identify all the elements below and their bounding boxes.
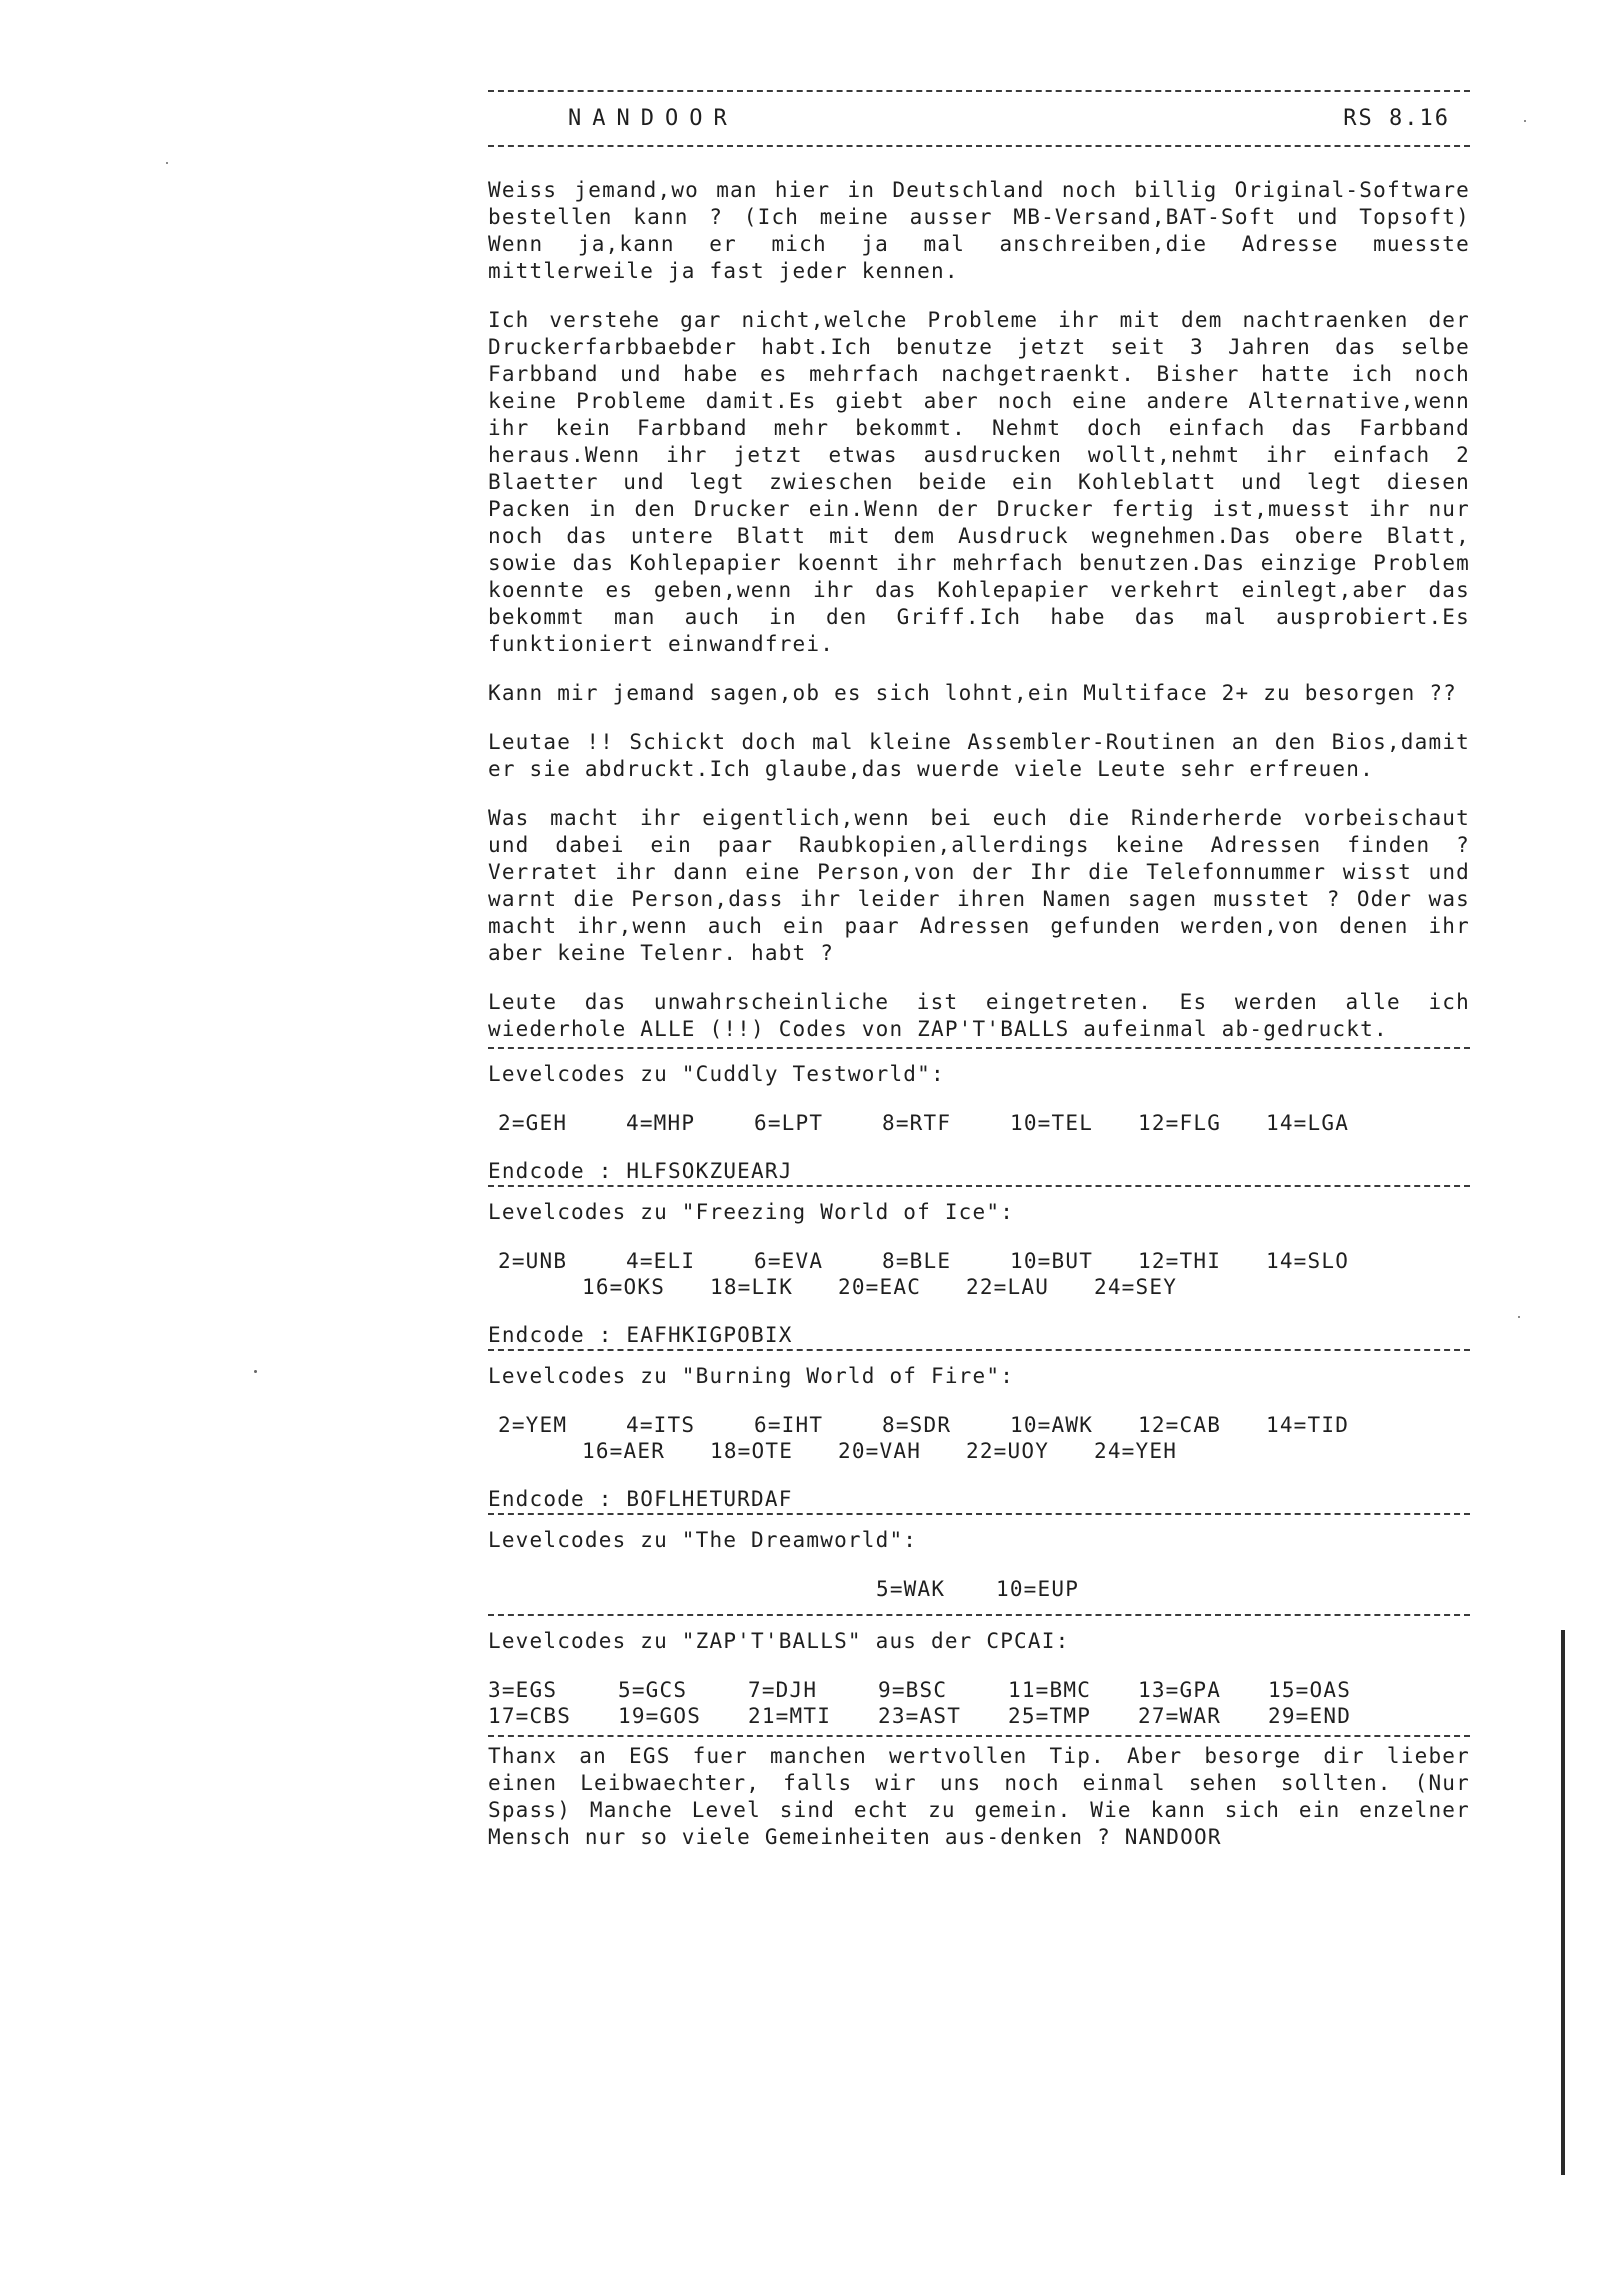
level-code: 20=VAH	[838, 1439, 922, 1463]
level-code: 8=SDR	[882, 1413, 952, 1437]
level-code: 5=WAK	[876, 1577, 946, 1601]
level-code: 25=TMP	[1008, 1704, 1092, 1728]
levelcodes-heading-cuddly: Levelcodes zu "Cuddly Testworld":	[488, 1062, 945, 1086]
level-code: 10=AWK	[1010, 1413, 1094, 1437]
level-code: 24=YEH	[1094, 1439, 1178, 1463]
level-code: 2=GEH	[498, 1111, 568, 1135]
paragraph-codes-intro: Leute das unwahrscheinliche ist eingetreten. Es werden alle ich wiederhole ALLE (!!) Codes von ZAP'T'BALLS aufeinmal ab-gedruckt.	[488, 990, 1470, 1041]
paragraph-software: Weiss jemand,wo man hier in Deutschland noch billig Original-Software bestellen kann ? (Ich meine ausser MB-Versand,BAT-Soft und Topsoft) Wenn ja,kann er mich ja mal anschreiben,die Adresse muesste mittlerweile ja fast jeder kennen.	[488, 178, 1470, 283]
paragraph-printer-ribbon: Ich verstehe gar nicht,welche Probleme ihr mit dem nachtraenken der Druckerfarbbaebder habt.Ich benutze jetzt seit 3 Jahren das selbe Farbband und habe es mehrfach nachgetraenkt. Bisher hatte ich noch keine Probleme damit.Es giebt aber noch eine andere Alternative,wenn ihr kein Farbband mehr bekommt. Nehmt doch einfach das Farbband heraus.Wenn ihr jetzt etwas ausdrucken wollt,nehmt ihr einfach 2 Blaetter und legt zwieschen beide ein Kohleblatt und legt diesen Packen in den Drucker ein.Wenn der Drucker fertig ist,muesst ihr nur noch das untere Blatt mit dem Ausdruck wegnehmen.Das obere Blatt, sowie das Kohlepapier koennt ihr mehrfach benutzen.Das einzige Problem koennte es geben,wenn ihr das Kohlepapier verkehrt einlegt,aber das bekommt man auch in den Griff.Ich habe das mal ausprobiert.Es funktioniert einwandfrei.	[488, 308, 1470, 656]
endcode-fire: Endcode : BOFLHETURDAF	[488, 1487, 793, 1511]
margin-bar	[1561, 1630, 1565, 2175]
paragraph-raid: Was macht ihr eigentlich,wenn bei euch die Rinderherde vorbeischaut und dabei ein paar Raubkopien,allerdings keine Adressen finden ? Verratet ihr dann eine Person,von der Ihr die Telefonnummer wisst und warnt die Person,dass ihr leider ihren Namen sagen musstet ? Oder was macht ihr,wenn auch ein paar Adressen gefunden werden,von denen ihr aber keine Telenr. habt ?	[488, 806, 1470, 965]
level-code: 12=THI	[1138, 1249, 1222, 1273]
scan-speck	[254, 1370, 257, 1373]
level-code: 12=FLG	[1138, 1111, 1222, 1135]
levelcodes-fire-row2	[488, 1438, 1470, 1464]
levelcodes-ice-row1	[488, 1248, 1470, 1274]
level-code: 15=OAS	[1268, 1678, 1352, 1702]
level-code: 4=ITS	[626, 1413, 696, 1437]
level-code: 14=TID	[1266, 1413, 1350, 1437]
level-code: 18=LIK	[710, 1275, 794, 1299]
levelcodes-fire-row1	[488, 1412, 1470, 1438]
level-code: 14=LGA	[1266, 1111, 1350, 1135]
level-code: 19=GOS	[618, 1704, 702, 1728]
level-code: 27=WAR	[1138, 1704, 1222, 1728]
level-code: 4=MHP	[626, 1111, 696, 1135]
endcode-ice: Endcode : EAFHKIGPOBIX	[488, 1323, 793, 1347]
paragraph-assembler: Leutae !! Schickt doch mal kleine Assembler-Routinen an den Bios,damit er sie abdruckt.Ich glaube,das wuerde viele Leute sehr erfreuen.	[488, 730, 1470, 781]
page-header	[488, 92, 1470, 145]
level-code: 2=YEM	[498, 1413, 568, 1437]
scan-speck	[1524, 120, 1526, 122]
level-code: 11=BMC	[1008, 1678, 1092, 1702]
level-code: 21=MTI	[748, 1704, 832, 1728]
section-rule	[488, 1735, 1470, 1737]
level-code: 29=END	[1268, 1704, 1352, 1728]
levelcodes-dreamworld	[488, 1576, 1470, 1602]
level-code: 6=IHT	[754, 1413, 824, 1437]
level-code: 14=SLO	[1266, 1249, 1350, 1273]
scan-speck	[1518, 1316, 1520, 1318]
level-code: 24=SEY	[1094, 1275, 1178, 1299]
levelcodes-heading-fire: Levelcodes zu "Burning World of Fire":	[488, 1364, 1015, 1388]
level-code: 9=BSC	[878, 1678, 948, 1702]
paragraph-multiface: Kann mir jemand sagen,ob es sich lohnt,ein Multiface 2+ zu besorgen ??	[488, 681, 1458, 705]
page-code: RS 8.16	[1343, 106, 1450, 131]
level-code: 12=CAB	[1138, 1413, 1222, 1437]
level-code: 6=EVA	[754, 1249, 824, 1273]
levelcodes-cpcai-row1	[488, 1677, 1470, 1703]
document-page	[488, 90, 1470, 1851]
levelcodes-cuddly	[488, 1110, 1470, 1136]
level-code: 13=GPA	[1138, 1678, 1222, 1702]
levelcodes-heading-ice: Levelcodes zu "Freezing World of Ice":	[488, 1200, 1015, 1224]
closing-paragraph: Thanx an EGS fuer manchen wertvollen Tip. Aber besorge dir lieber einen Leibwaechter, falls wir uns noch einmal sehen sollten. (Nur Spass) Manche Level sind echt zu gemein. Wie kann sich ein enzelner Mensch nur so viele Gemeinheiten aus-denken ? NANDOOR	[488, 1744, 1470, 1849]
scan-speck	[166, 162, 168, 164]
level-code: 4=ELI	[626, 1249, 696, 1273]
author-title: NANDOOR	[568, 106, 738, 131]
level-code: 10=BUT	[1010, 1249, 1094, 1273]
level-code: 2=UNB	[498, 1249, 568, 1273]
level-code: 8=BLE	[882, 1249, 952, 1273]
levelcodes-cpcai-row2	[488, 1703, 1470, 1729]
level-code: 10=TEL	[1010, 1111, 1094, 1135]
level-code: 20=EAC	[838, 1275, 922, 1299]
level-code: 6=LPT	[754, 1111, 824, 1135]
levelcodes-heading-dreamworld: Levelcodes zu "The Dreamworld":	[488, 1528, 918, 1552]
level-code: 8=RTF	[882, 1111, 952, 1135]
level-code: 22=LAU	[966, 1275, 1050, 1299]
level-code: 22=UOY	[966, 1439, 1050, 1463]
levelcodes-ice-row2	[488, 1274, 1470, 1300]
level-code: 5=GCS	[618, 1678, 688, 1702]
level-code: 18=OTE	[710, 1439, 794, 1463]
levelcodes-heading-cpcai: Levelcodes zu "ZAP'T'BALLS" aus der CPCAI:	[488, 1629, 1070, 1653]
level-code: 16=AER	[582, 1439, 666, 1463]
level-code: 16=OKS	[582, 1275, 666, 1299]
level-code: 10=EUP	[996, 1577, 1080, 1601]
endcode-cuddly: Endcode : HLFSOKZUEARJ	[488, 1159, 793, 1183]
level-code: 17=CBS	[488, 1704, 572, 1728]
level-code: 23=AST	[878, 1704, 962, 1728]
level-code: 3=EGS	[488, 1678, 558, 1702]
level-code: 7=DJH	[748, 1678, 818, 1702]
